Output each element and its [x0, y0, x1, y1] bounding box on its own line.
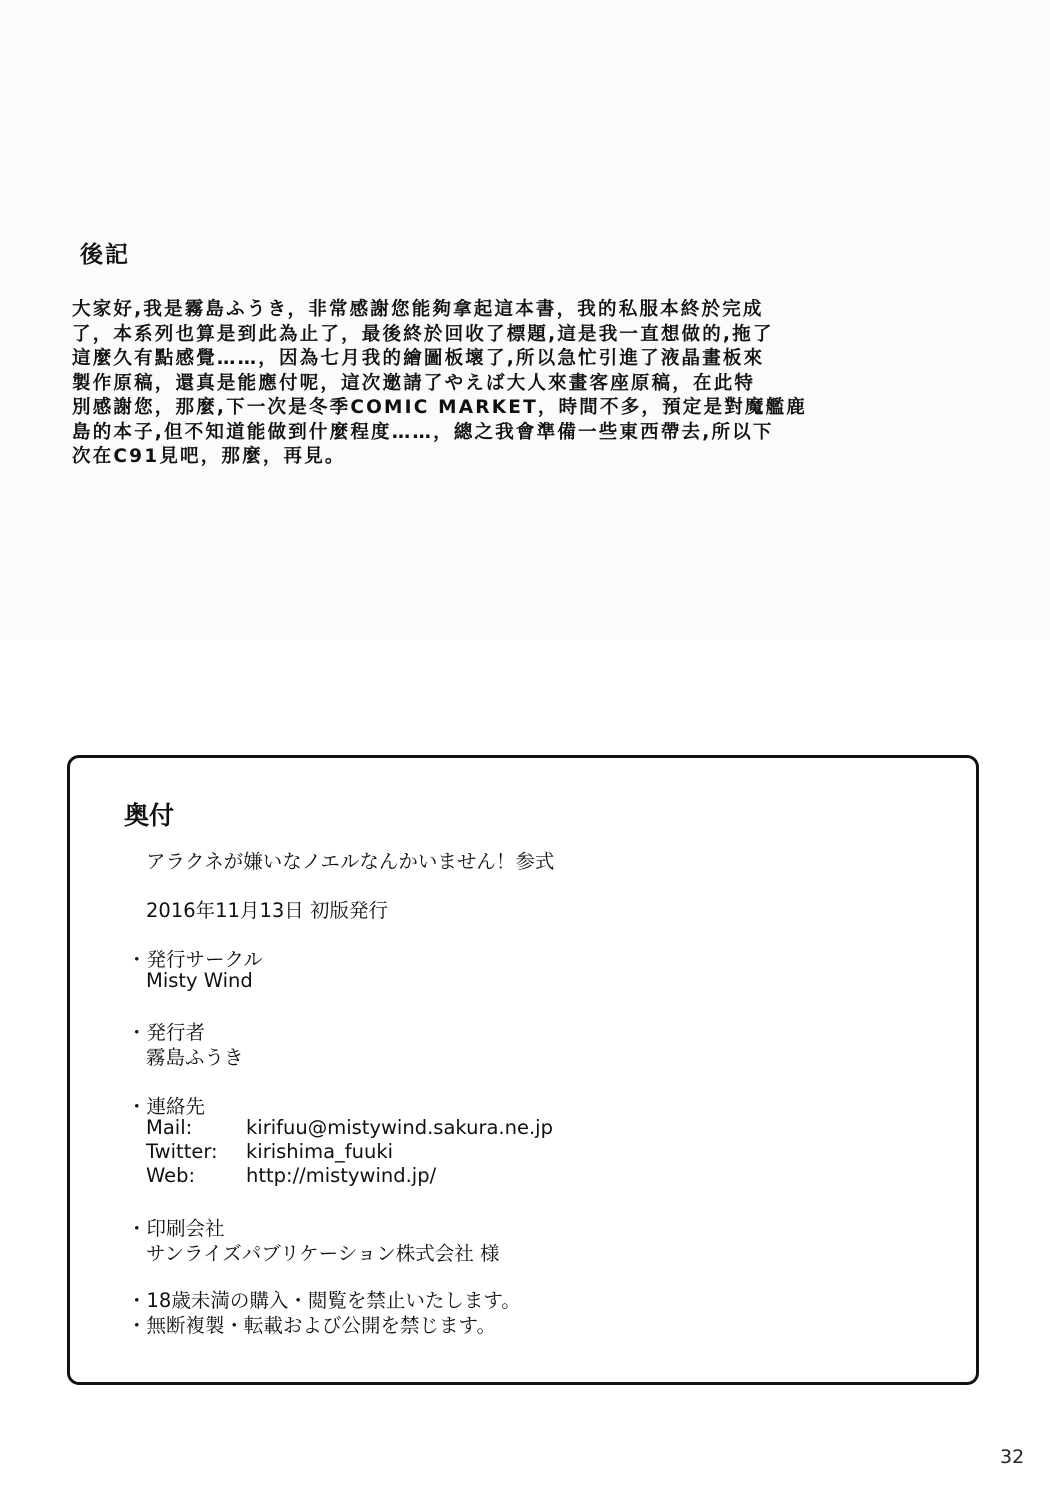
contact-twitter-value: kirishima_fuuki — [246, 1140, 394, 1163]
contact-web-label: Web: — [146, 1164, 196, 1187]
contact-mail-row — [146, 1116, 553, 1139]
circle-label: ・発行サークル — [127, 948, 263, 971]
publisher-label: ・発行者 — [127, 1021, 206, 1044]
printer-label: ・印刷会社 — [127, 1217, 225, 1240]
afterword-body — [72, 298, 882, 470]
printer-value: サンライズパブリケーション株式会社 様 — [146, 1242, 500, 1265]
colophon-title: 奥付 — [124, 801, 175, 830]
colophon-box — [67, 755, 979, 1385]
contact-web-row — [146, 1164, 436, 1187]
afterword-line: 島的本子,但不知道能做到什麼程度……，總之我會準備一些東西帶去,所以下 — [72, 421, 774, 443]
contact-mail-label: Mail: — [146, 1116, 193, 1139]
afterword-line: 這麼久有點感覺……，因為七月我的繪圖板壞了,所以急忙引進了液晶畫板來 — [72, 348, 765, 369]
notice-copy: ・無断複製・転載および公開を禁じます。 — [127, 1314, 496, 1337]
notice-age: ・18歳未満の購入・閲覧を禁止いたします。 — [127, 1289, 521, 1312]
page-number: 32 — [1000, 1446, 1025, 1468]
afterword-title: 後記 — [80, 242, 130, 268]
afterword-line: 大家好,我是霧島ふうき，非常感謝您能夠拿起這本書，我的私服本終於完成 — [72, 299, 764, 320]
contact-label: ・連絡先 — [127, 1095, 206, 1118]
afterword-section — [0, 0, 1050, 640]
book-title: アラクネが嫌いなノエルなんかいません！参式 — [146, 850, 555, 873]
contact-twitter-row — [146, 1140, 393, 1163]
circle-value: Misty Wind — [146, 969, 253, 992]
contact-mail-value: kirifuu@mistywind.sakura.ne.jp — [246, 1116, 553, 1139]
afterword-line: 別感謝您，那麼,下一次是冬季COMIC MARKET，時間不多，預定是對魔艦鹿 — [72, 397, 808, 418]
contact-twitter-label: Twitter: — [146, 1140, 218, 1163]
afterword-line: 次在C91見吧，那麼，再見。 — [72, 446, 346, 467]
contact-web-value: http://mistywind.jp/ — [246, 1164, 437, 1187]
afterword-line: 了，本系列也算是到此為止了，最後終於回收了標題,這是我一直想做的,拖了 — [72, 323, 774, 345]
publish-date: 2016年11月13日 初版発行 — [146, 899, 388, 922]
publisher-value: 霧島ふうき — [146, 1046, 244, 1069]
afterword-line: 製作原稿，還真是能應付呢，這次邀請了やえば大人來畫客座原稿，在此特 — [72, 372, 756, 394]
